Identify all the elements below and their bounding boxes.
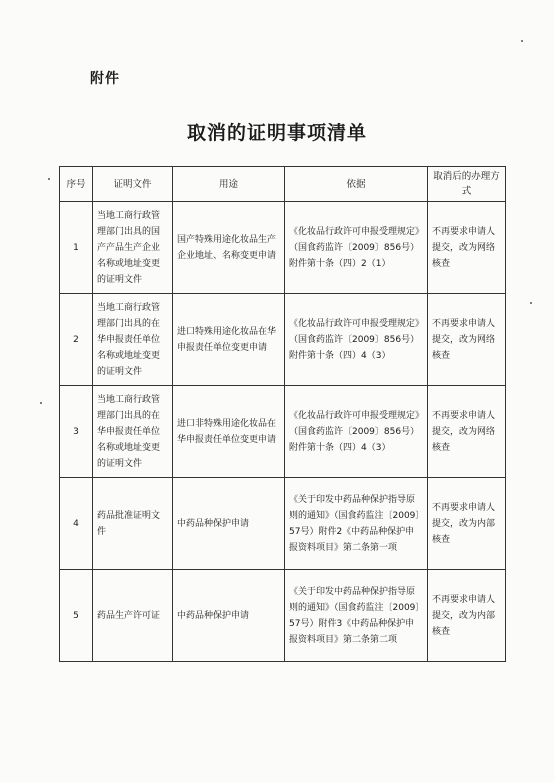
row-basis: 《化妆品行政许可申报受理规定》（国食药监许〔2009〕856号）附件第十条（四）4（3） <box>285 386 428 478</box>
table-header-row <box>60 167 506 202</box>
header-usage: 用途 <box>173 167 285 202</box>
row-usage: 进口非特殊用途化妆品在华申报责任单位变更申请 <box>173 386 285 478</box>
row-document: 当地工商行政管理部门出具的在华申报责任单位名称或地址变更的证明文件 <box>93 386 173 478</box>
table-row <box>60 386 506 478</box>
row-handling: 不再要求申请人提交，改为内部核查 <box>428 570 506 662</box>
row-handling: 不再要求申请人提交，改为内部核查 <box>428 478 506 570</box>
row-index: 3 <box>60 386 93 478</box>
row-index: 1 <box>60 202 93 294</box>
header-basis: 依据 <box>285 167 428 202</box>
header-document: 证明文件 <box>93 167 173 202</box>
row-handling: 不再要求申请人提交，改为网络核查 <box>428 386 506 478</box>
row-index: 2 <box>60 294 93 386</box>
row-usage: 进口特殊用途化妆品在华申报责任单位变更申请 <box>173 294 285 386</box>
row-basis: 《关于印发中药品种保护指导原则的通知》（国食药监注〔2009〕57号）附件2《中药品种保护申报资料项目》第二条第一项 <box>285 478 428 570</box>
row-document: 当地工商行政管理部门出具的国产产品生产企业名称或地址变更的证明文件 <box>93 202 173 294</box>
row-document: 药品生产许可证 <box>93 570 173 662</box>
row-document: 当地工商行政管理部门出具的在华申报责任单位名称或地址变更的证明文件 <box>93 294 173 386</box>
attachment-label: 附件 <box>90 71 120 87</box>
table-row <box>60 202 506 294</box>
row-usage: 中药品种保护申请 <box>173 570 285 662</box>
page-title: 取消的证明事项清单 <box>186 122 367 144</box>
certificate-table <box>59 166 506 662</box>
scan-speck <box>40 402 42 404</box>
row-basis: 《关于印发中药品种保护指导原则的通知》（国食药监注〔2009〕57号）附件3《中药品种保护申报资料项目》第二条第二项 <box>285 570 428 662</box>
scan-speck <box>521 40 523 42</box>
row-usage: 国产特殊用途化妆品生产企业地址、名称变更申请 <box>173 202 285 294</box>
row-handling: 不再要求申请人提交，改为网络核查 <box>428 202 506 294</box>
header-handling: 取消后的办理方式 <box>428 167 506 202</box>
row-handling: 不再要求申请人提交，改为网络核查 <box>428 294 506 386</box>
table-row <box>60 478 506 570</box>
row-usage: 中药品种保护申请 <box>173 478 285 570</box>
scan-speck <box>530 302 532 304</box>
row-basis: 《化妆品行政许可申报受理规定》（国食药监许〔2009〕856号）附件第十条（四）2（1） <box>285 202 428 294</box>
header-index: 序号 <box>60 167 93 202</box>
scan-speck <box>48 178 50 180</box>
table-row <box>60 294 506 386</box>
table-row <box>60 570 506 662</box>
row-index: 4 <box>60 478 93 570</box>
row-basis: 《化妆品行政许可申报受理规定》（国食药监许〔2009〕856号）附件第十条（四）4（3） <box>285 294 428 386</box>
row-index: 5 <box>60 570 93 662</box>
row-document: 药品批准证明文件 <box>93 478 173 570</box>
